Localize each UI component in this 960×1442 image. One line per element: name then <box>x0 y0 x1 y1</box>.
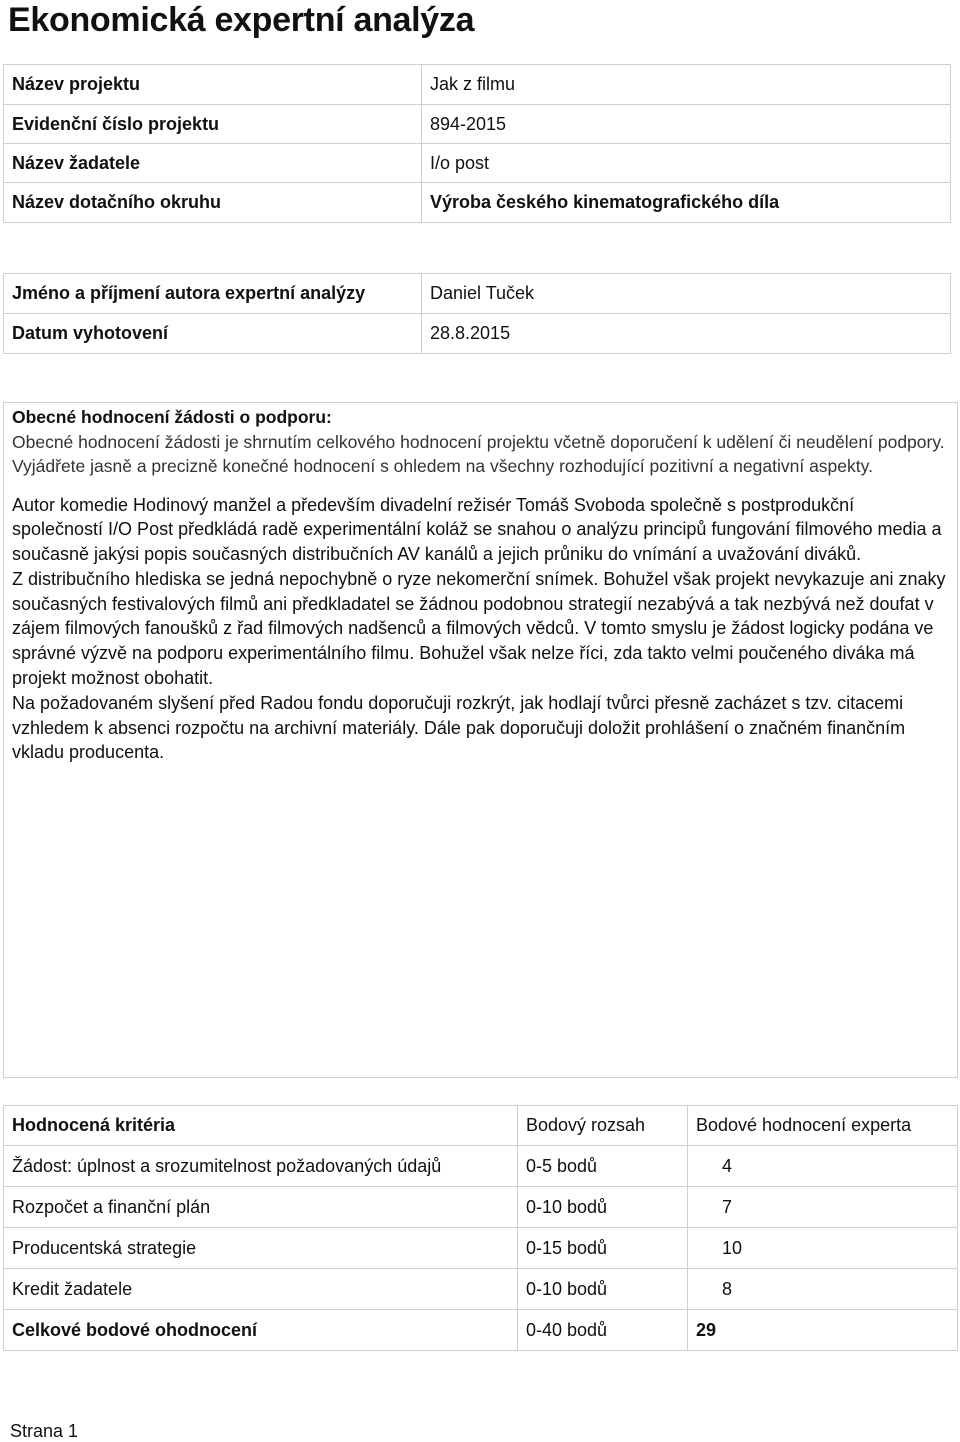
evaluation-text <box>12 493 949 766</box>
criterion-range: 0-5 bodů <box>518 1146 688 1187</box>
evaluation-intro: Obecné hodnocení žádosti je shrnutím celkového hodnocení projektu včetně doporučení k udělení či neudělení podpory. Vyjádřete jasně a precizně konečné hodnocení s ohledem na všechny rozhodující pozitivní a negativní aspekty. <box>12 431 945 476</box>
author-table <box>3 273 951 354</box>
criterion-score: 10 <box>688 1228 958 1269</box>
project-info-table <box>3 64 951 223</box>
score-header: Bodové hodnocení experta <box>688 1106 958 1146</box>
criteria-table <box>3 1105 958 1351</box>
page-title: Ekonomická expertní analýza <box>8 1 475 39</box>
grant-area-value: Výroba českého kinematografického díla <box>422 183 951 223</box>
total-score: 29 <box>688 1310 958 1351</box>
applicant-value: I/o post <box>422 144 951 183</box>
project-name-value: Jak z filmu <box>422 65 951 105</box>
date-value: 28.8.2015 <box>422 314 951 354</box>
criterion-score: 8 <box>688 1269 958 1310</box>
criterion-name: Kredit žadatele <box>4 1269 518 1310</box>
author-name-value: Daniel Tuček <box>422 274 951 314</box>
evaluation-box <box>3 402 958 1078</box>
table-row <box>4 1106 958 1146</box>
table-row <box>4 1310 958 1351</box>
date-label: Datum vyhotovení <box>4 314 422 354</box>
criterion-range: 0-10 bodů <box>518 1187 688 1228</box>
table-row <box>4 1228 958 1269</box>
evaluation-heading: Obecné hodnocení žádosti o podporu: <box>12 407 332 427</box>
table-row <box>4 1187 958 1228</box>
criterion-name: Producentská strategie <box>4 1228 518 1269</box>
criterion-name: Rozpočet a finanční plán <box>4 1187 518 1228</box>
table-row <box>4 105 951 144</box>
table-row <box>4 1146 958 1187</box>
criteria-header: Hodnocená kritéria <box>4 1106 518 1146</box>
table-row <box>4 144 951 183</box>
project-number-label: Evidenční číslo projektu <box>4 105 422 144</box>
criterion-name: Žádost: úplnost a srozumitelnost požadovaných údajů <box>4 1146 518 1187</box>
range-header: Bodový rozsah <box>518 1106 688 1146</box>
grant-area-label: Název dotačního okruhu <box>4 183 422 223</box>
project-name-label: Název projektu <box>4 65 422 105</box>
evaluation-paragraph: Z distribučního hlediska se jedná nepochybně o ryze nekomerční snímek. Bohužel však projekt nevykazuje ani znaky současných festivalových filmů ani předkladatel se žádnou podobnou strategií nezabývá a tak nezbývá než doufat v zájem filmových fanoušků z řad filmových nadšenců a filmových vědců. V tomto smyslu je žádost logicky podána ve správné výzvě na podporu experimentálního filmu. Bohužel však nelze říci, zda takto velmi poučeného diváka má projekt možnost obohatit. <box>12 568 946 689</box>
total-range: 0-40 bodů <box>518 1310 688 1351</box>
applicant-label: Název žadatele <box>4 144 422 183</box>
evaluation-paragraph: Na požadovaném slyšení před Radou fondu doporučuji rozkrýt, jak hodlají tvůrci přesně zacházet s tzv. citacemi vzhledem k absenci rozpočtu na archivní materiály. Dále pak doporučuji doložit prohlášení o značném finančním vkladu producenta. <box>12 692 906 763</box>
criterion-score: 7 <box>688 1187 958 1228</box>
table-row <box>4 65 951 105</box>
table-row <box>4 274 951 314</box>
author-name-label: Jméno a příjmení autora expertní analýzy <box>4 274 422 314</box>
table-row <box>4 314 951 354</box>
project-number-value: 894-2015 <box>422 105 951 144</box>
page-number: Strana 1 <box>10 1421 79 1441</box>
criterion-range: 0-10 bodů <box>518 1269 688 1310</box>
evaluation-paragraph: Autor komedie Hodinový manžel a především divadelní režisér Tomáš Svoboda společně s postprodukční společností I/O Post předkládá radě experimentální koláž se snahou o analýzu principů fungování filmového media a současně jakýsi popis současných distribučních AV kanálů a jejich průniku do vnímání a uvažování diváků. <box>12 494 942 565</box>
criterion-range: 0-15 bodů <box>518 1228 688 1269</box>
table-row <box>4 1269 958 1310</box>
criterion-score: 4 <box>688 1146 958 1187</box>
total-name: Celkové bodové ohodnocení <box>4 1310 518 1351</box>
table-row <box>4 183 951 223</box>
